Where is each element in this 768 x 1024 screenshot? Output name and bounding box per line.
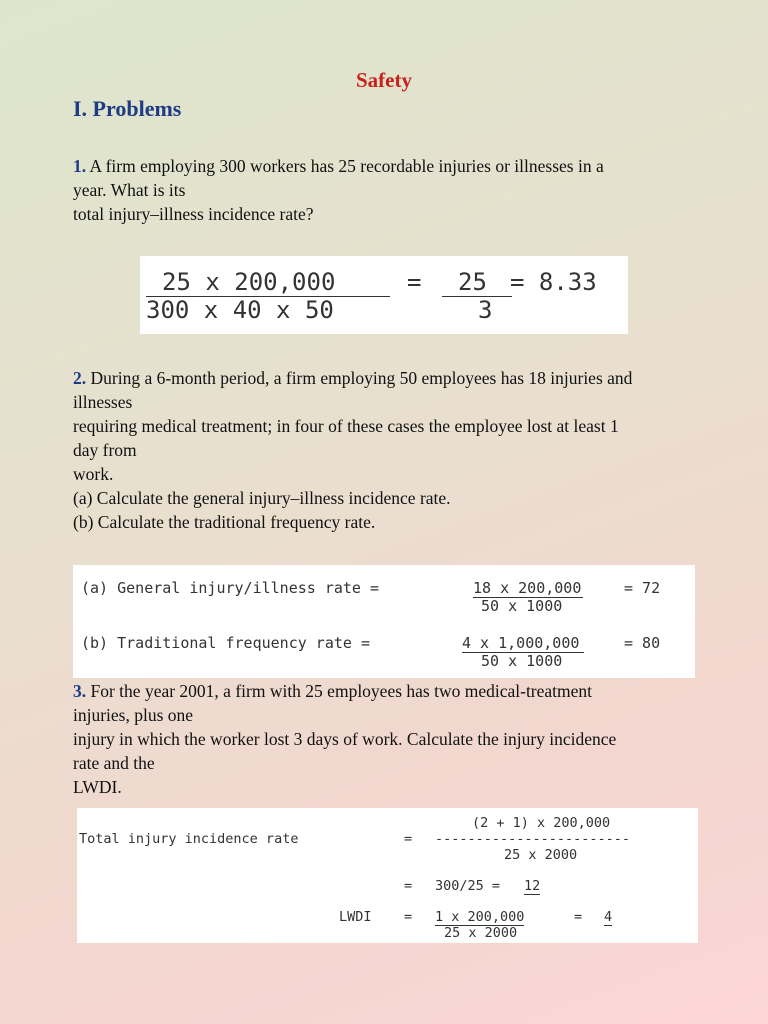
numerator: 25 <box>458 268 487 296</box>
fraction-bar <box>442 296 512 297</box>
solution-2-formula <box>73 565 695 678</box>
problem-text-line: rate and the <box>73 753 155 773</box>
problem-text-line: illnesses <box>73 392 133 412</box>
label: LWDI <box>339 909 372 925</box>
equals-sign: = <box>404 909 413 925</box>
denominator: 50 x 1000 <box>481 652 563 670</box>
problem-text-line: injuries, plus one <box>73 705 194 725</box>
step: 300/25 = <box>435 878 501 894</box>
numerator: 4 x 1,000,000 <box>462 634 580 652</box>
problem-number: 1. <box>73 156 87 176</box>
problem-text-line: work. <box>73 464 114 484</box>
denominator: 25 x 2000 <box>444 925 518 941</box>
problem-text-line: day from <box>73 440 137 460</box>
numerator: 1 x 200,000 <box>435 909 525 925</box>
label: (b) Traditional frequency rate = <box>81 634 370 652</box>
denominator: 50 x 1000 <box>481 597 563 615</box>
denominator: 300 x 40 x 50 <box>146 296 334 324</box>
numerator: 25 x 200,000 <box>162 268 336 296</box>
result: 12 <box>524 878 541 894</box>
result: 4 <box>604 909 613 925</box>
page-title: Safety <box>356 68 412 92</box>
result: = 72 <box>624 579 661 597</box>
problem-text-line: requiring medical treatment; in four of these cases the employee lost at least 1 <box>73 416 619 436</box>
denominator: 25 x 2000 <box>504 847 578 863</box>
problem-text-line: A firm employing 300 workers has 25 recordable injuries or illnesses in a <box>89 156 604 176</box>
problem-1 <box>73 154 698 226</box>
problem-3 <box>73 679 698 799</box>
label: Total injury incidence rate <box>79 831 299 847</box>
equals-sign: = <box>407 268 422 296</box>
problem-text-line: For the year 2001, a firm with 25 employees has two medical-treatment <box>90 681 593 701</box>
problem-number: 3. <box>73 681 87 701</box>
numerator: (2 + 1) x 200,000 <box>472 815 611 831</box>
problem-text-line: total injury–illness incidence rate? <box>73 204 314 224</box>
problem-text-line: (b) Calculate the traditional frequency rate. <box>73 512 376 532</box>
equals-sign: = <box>574 909 583 925</box>
problem-text-line: During a 6-month period, a firm employing 50 employees has 18 injuries and <box>90 368 633 388</box>
result: = 8.33 <box>510 268 597 296</box>
equals-sign: = <box>404 831 413 847</box>
problem-text-line: year. What is its <box>73 180 186 200</box>
problem-text-line: (a) Calculate the general injury–illness incidence rate. <box>73 488 451 508</box>
section-heading: I. Problems <box>73 96 182 121</box>
fraction-dashes: ------------------------ <box>435 831 631 847</box>
equals-sign: = <box>404 878 413 894</box>
result: = 80 <box>624 634 661 652</box>
problem-text-line: injury in which the worker lost 3 days of work. Calculate the injury incidence <box>73 729 617 749</box>
problem-2 <box>73 366 698 534</box>
denominator: 3 <box>478 296 493 324</box>
solution-3-formula <box>77 808 698 943</box>
numerator: 18 x 200,000 <box>473 579 582 597</box>
label: (a) General injury/illness rate = <box>81 579 380 597</box>
solution-1-formula <box>140 256 628 334</box>
problem-text-line: LWDI. <box>73 777 122 797</box>
problem-number: 2. <box>73 368 87 388</box>
